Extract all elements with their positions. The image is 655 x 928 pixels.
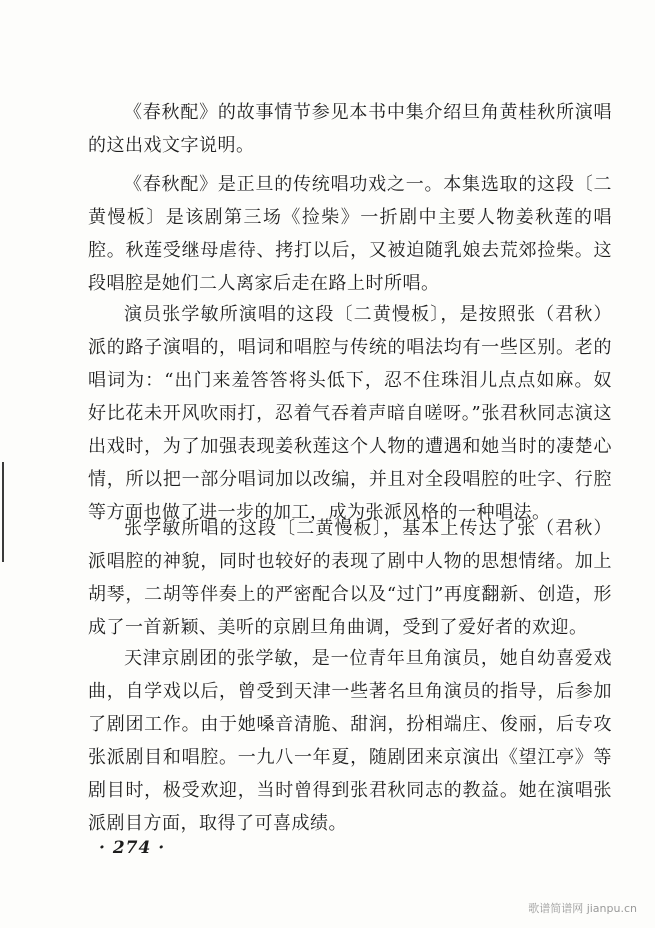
paragraph-5: 天津京剧团的张学敏，是一位青年旦角演员，她自幼喜爱戏曲，自学戏以后，曾受到天津一些著名旦角演员的指导，后参加了剧团工作。由于她嗓音清脆、甜润，扮相端庄、俊丽，后专攻张派剧目和唱腔。一九八一年夏，随剧团来京演出《望江亭》等剧目时，极受欢迎，当时曾得到张君秋同志的教益。她在演唱张派剧目方面，取得了可喜成绩。 [88, 648, 612, 834]
page-number: · 274 · [99, 838, 166, 858]
paragraph-4: 张学敏所唱的这段〔二黄慢板〕，基本上传达了张（君秋）派唱腔的神貌，同时也较好的表现了剧中人物的思想情绪。加上胡琴，二胡等伴奏上的严密配合以及“过门”再度翻新、创造，形成了一首新颖、美听的京剧旦角曲调，受到了爱好者的欢迎。 [88, 518, 612, 638]
site-watermark: 歌谱简谱网 jianpu.cn [528, 902, 637, 915]
paragraph-2: 《春秋配》是正旦的传统唱功戏之一。本集选取的这段〔二黄慢板〕是该剧第三场《捡柴》一折剧中主要人物姜秋莲的唱腔。秋莲受继母虐待、拷打以后，又被迫随乳娘去荒郊捡柴。这段唱腔是她们二人离家后走在路上时所唱。 [88, 174, 612, 294]
binding-edge-mark [2, 462, 4, 562]
paragraph-1: 《春秋配》的故事情节参见本书中集介绍旦角黄桂秋所演唱的这出戏文字说明。 [88, 102, 612, 156]
paragraph-3: 演员张学敏所演唱的这段〔二黄慢板〕，是按照张（君秋）派的路子演唱的，唱词和唱腔与传统的唱法均有一些区别。老的唱词为：“出门来羞答答将头低下，忍不住珠泪儿点点如麻。奴好比花未开风吹雨打，忍着气吞着声暗自嗟呀。”张君秋同志演这出戏时，为了加强表现姜秋莲这个人物的遭遇和她当时的凄楚心情，所以把一部分唱词加以改编，并且对全段唱腔的吐字、行腔等方面也做了进一步的加工，成为张派风格的一种唱法。 [88, 304, 612, 523]
